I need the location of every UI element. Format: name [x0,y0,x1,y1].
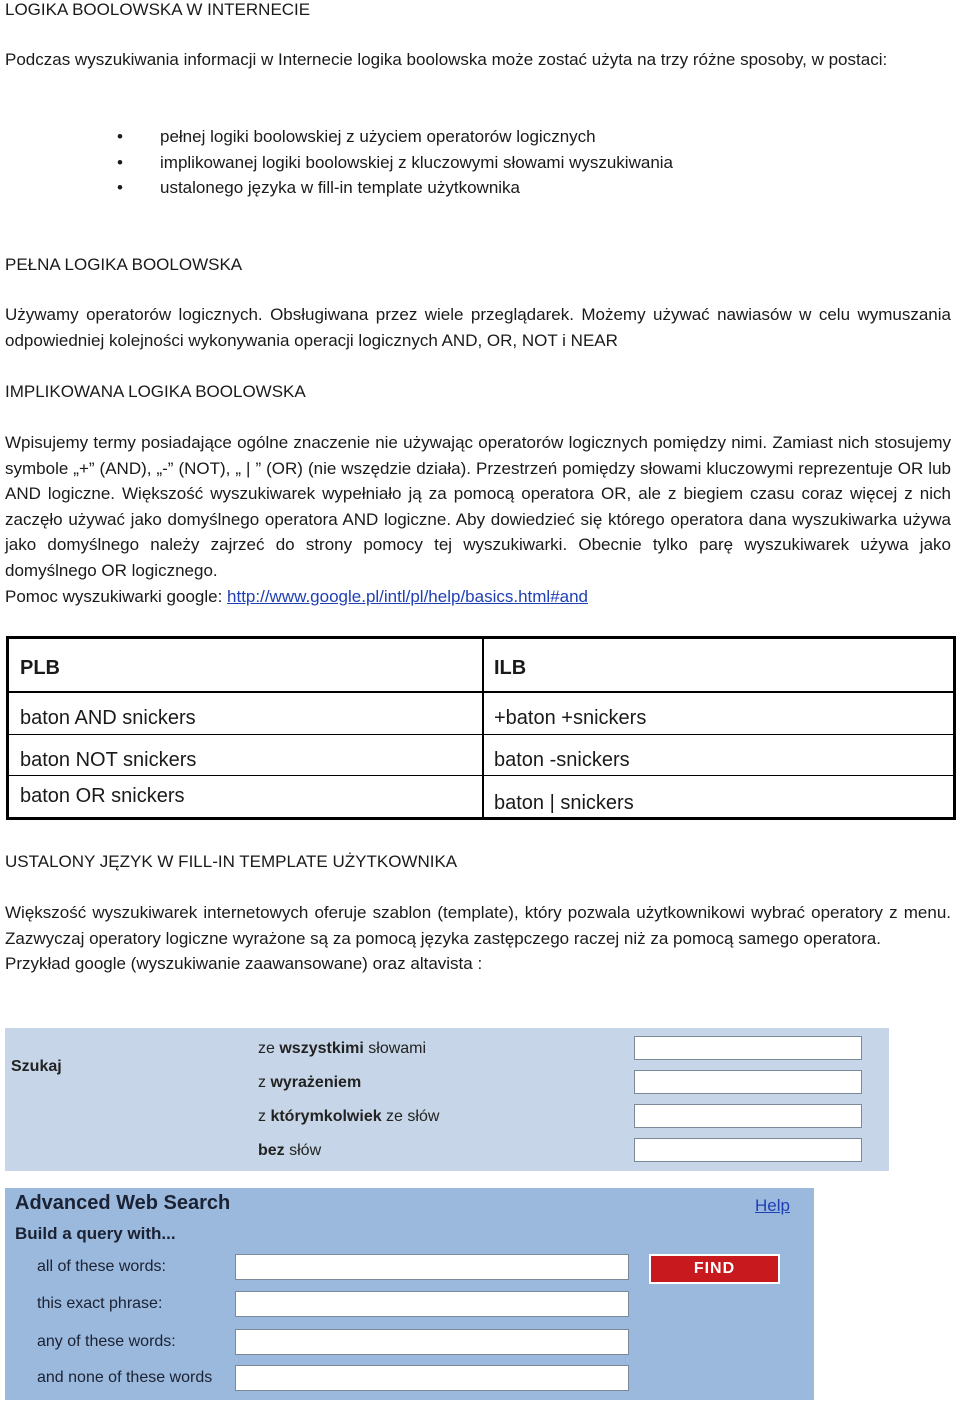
table-cell: baton OR snickers [20,785,185,807]
table-header-plb: PLB [20,657,60,679]
table-cell: +baton +snickers [494,707,647,729]
advanced-search-title: Advanced Web Search [15,1192,231,1214]
build-query-subtitle: Build a query with... [15,1224,176,1243]
any-words-input[interactable] [235,1329,629,1355]
section-text-full-logic: Używamy operatorów logicznych. Obsługiwana przez wiele przeglądarek. Możemy używać nawiasów w celu wymuszania odpowiedniej kolejności wykonywania operacji logicznych AND, OR, NOT i NEAR [5,305,951,350]
bullet-icon: • [117,127,123,146]
google-help-link[interactable]: http://www.google.pl/intl/pl/help/basics.html#and [227,586,589,606]
any-words-label: z którymkolwiek ze słów [258,1108,440,1125]
bullet-icon: • [117,152,123,172]
any-words-input[interactable] [634,1104,862,1128]
table-divider [9,691,953,693]
any-words-label: any of these words: [37,1333,176,1350]
bullet-item: • pełnej logiki boolowskiej z użyciem operatorów logicznych [0,124,673,150]
table-divider [9,734,953,735]
document-title: LOGIKA BOOLOWSKA W INTERNECIE [5,0,311,19]
bullet-list [0,124,673,201]
help-prefix: Pomoc wyszukiwarki google: [5,586,228,606]
without-words-input[interactable] [634,1138,862,1162]
all-words-label: all of these words: [37,1258,166,1275]
without-words-label: bez słów [258,1142,322,1159]
exact-phrase-input[interactable] [235,1291,629,1317]
table-cell: baton | snickers [494,792,634,814]
help-link[interactable]: Help [755,1196,790,1215]
table-cell: baton AND snickers [20,707,196,729]
google-search-form [5,1028,889,1171]
bullet-item: • implikowanej logiki boolowskiej z kluczowymi słowami wyszukiwania [0,150,673,176]
all-words-input[interactable] [634,1036,862,1060]
all-words-input[interactable] [235,1254,629,1280]
bullet-icon: • [117,178,123,198]
search-label: Szukaj [11,1058,62,1075]
table-header-ilb: ILB [494,657,527,679]
comparison-table [6,636,956,820]
section-heading-implied-logic: IMPLIKOWANA LOGIKA BOOLOWSKA [5,382,306,401]
exact-phrase-label: this exact phrase: [37,1295,163,1312]
table-divider [9,775,953,776]
example-line: Przykład google (wyszukiwanie zaawansowane) oraz altavista : [5,954,483,974]
section-text-fill-in: Większość wyszukiwarek internetowych oferuje szablon (template), który pozwala użytkownikowi wybrać operatory z menu. Zazwyczaj operatory logiczne wyrażone są za pomocą języka zastępczego raczej niż za pomocą samego operatora. Przykład google (wyszukiwanie zaawansowane) oraz altavista : [5,903,951,974]
exact-phrase-input[interactable] [634,1070,862,1094]
exact-phrase-label: z wyrażeniem [258,1074,362,1091]
altavista-search-form [5,1188,814,1400]
bullet-item: • ustalonego języka w fill-in template użytkownika [0,175,673,201]
section-heading-fill-in: USTALONY JĘZYK W FILL-IN TEMPLATE UŻYTKOWNIKA [5,852,458,871]
table-divider [482,639,484,817]
none-words-input[interactable] [235,1365,629,1391]
find-button[interactable]: FIND [649,1254,780,1284]
intro-paragraph: Podczas wyszukiwania informacji w Internecie logika boolowska może zostać użyta na trzy różne sposoby, w postaci: [5,50,888,69]
all-words-label: ze wszystkimi słowami [258,1040,427,1057]
table-cell: baton -snickers [494,749,630,771]
section-text-implied-logic: Wpisujemy termy posiadające ogólne znaczenie nie używając operatorów logicznych pomiędzy nimi. Zamiast nich stosujemy symbole „+” (AND), „-” (NOT), „ | ” (OR) (nie wszędzie działa). Przestrzeń pomiędzy słowami kluczowymi reprezentuje OR lub AND logiczne. Większość wyszukiwarek wypełniało ją za pomocą operatora OR, ale z biegiem czasu coraz więcej z nich zaczęło używać jako domyślnego operatora AND logiczne. Aby dowiedzieć się którego operatora dana wyszukiwarka używa jako domyślnego należy zajrzeć do strony pomocy tej wyszukiwarki. Obecnie tylko parę wyszukiwarek używa jako domyślnego OR logicznego. Pomoc wyszukiwarki google: http://www.google.pl/intl/pl/help/basics.html#and [5,433,951,606]
section-heading-full-logic: PEŁNA LOGIKA BOOLOWSKA [5,255,243,274]
none-words-label: and none of these words [37,1369,213,1386]
table-cell: baton NOT snickers [20,749,197,771]
